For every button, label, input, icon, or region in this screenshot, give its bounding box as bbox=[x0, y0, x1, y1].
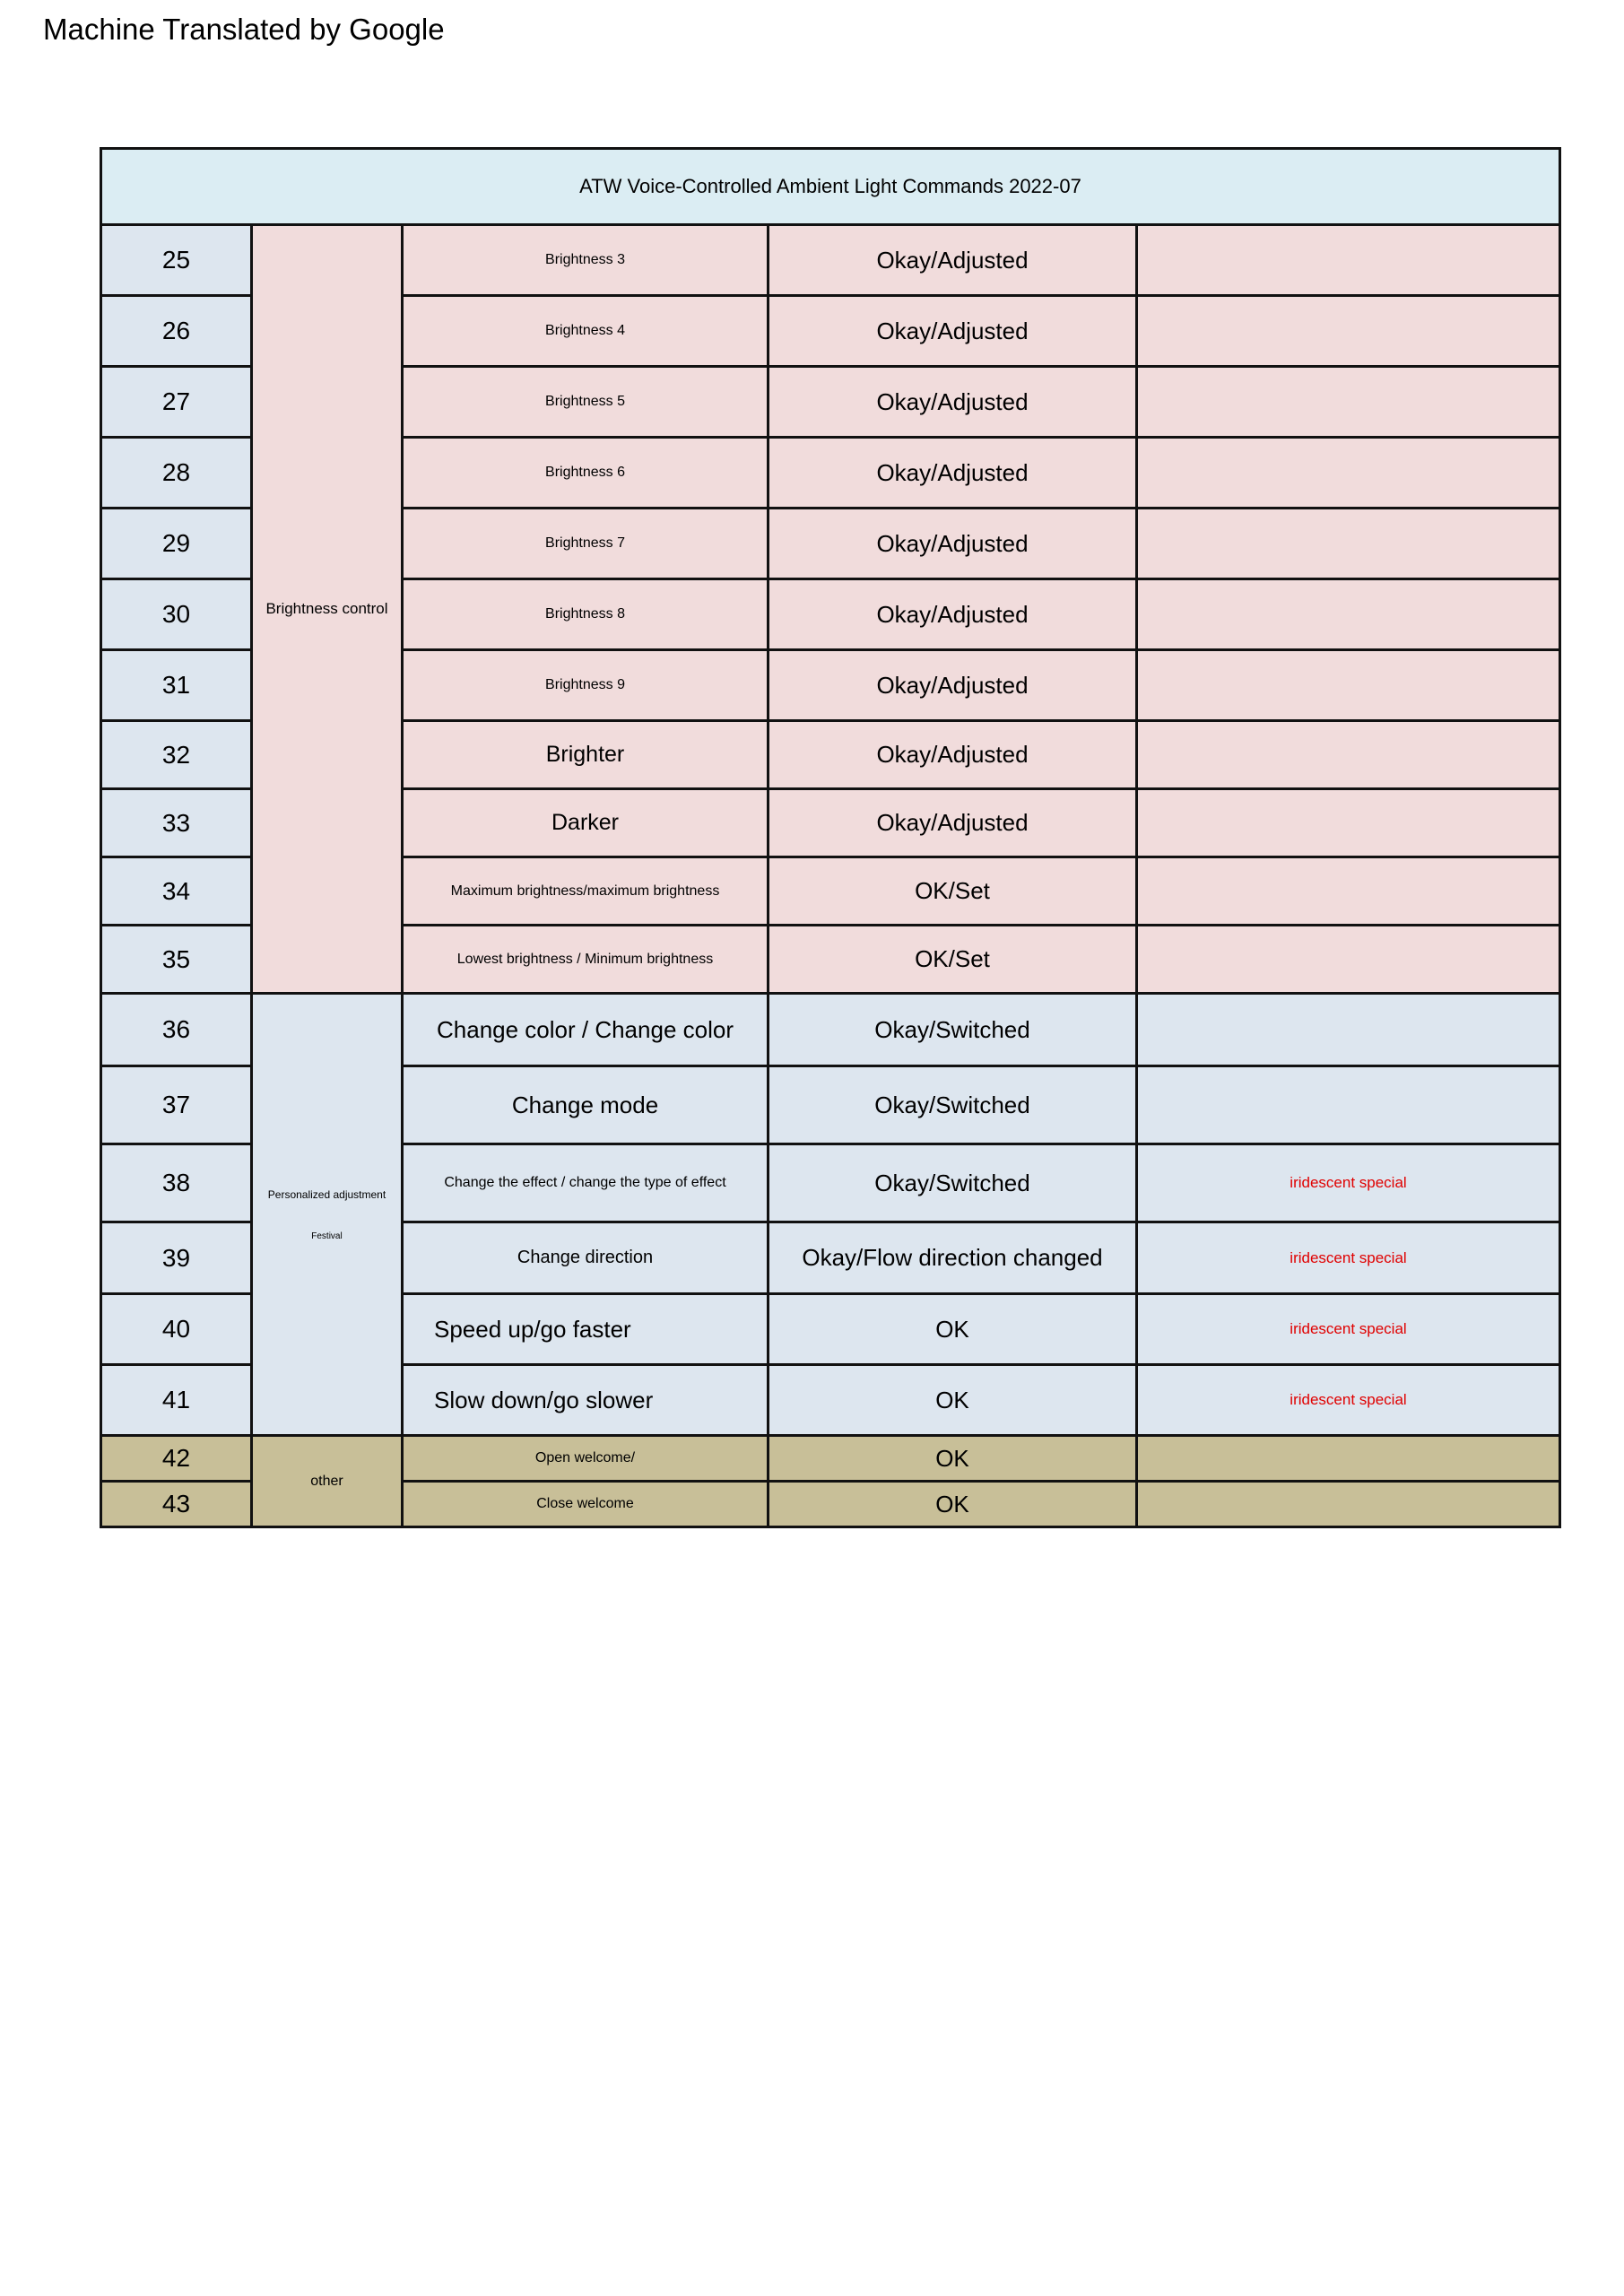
voice-commands-table bbox=[100, 147, 1561, 1528]
row-number: 35 bbox=[101, 926, 252, 994]
command-cell: Maximum brightness/maximum brightness bbox=[403, 857, 769, 926]
response-cell: Okay/Adjusted bbox=[769, 438, 1137, 509]
note-cell bbox=[1137, 579, 1560, 650]
note-cell bbox=[1137, 650, 1560, 721]
row-number: 31 bbox=[101, 650, 252, 721]
table-row bbox=[101, 1436, 1560, 1482]
row-number: 32 bbox=[101, 721, 252, 789]
row-number: 36 bbox=[101, 994, 252, 1066]
note-cell bbox=[1137, 1436, 1560, 1482]
response-cell: Okay/Adjusted bbox=[769, 579, 1137, 650]
response-cell: Okay/Switched bbox=[769, 994, 1137, 1066]
response-cell: Okay/Adjusted bbox=[769, 650, 1137, 721]
command-cell: Darker bbox=[403, 789, 769, 857]
command-cell: Open welcome/ bbox=[403, 1436, 769, 1482]
note-cell: iridescent special bbox=[1137, 1222, 1560, 1294]
note-cell bbox=[1137, 225, 1560, 296]
response-cell: Okay/Adjusted bbox=[769, 721, 1137, 789]
table-row bbox=[101, 994, 1560, 1066]
row-number: 33 bbox=[101, 789, 252, 857]
row-number: 41 bbox=[101, 1365, 252, 1436]
note-cell: iridescent special bbox=[1137, 1144, 1560, 1222]
response-cell: Okay/Adjusted bbox=[769, 225, 1137, 296]
response-cell: Okay/Adjusted bbox=[769, 296, 1137, 367]
translation-header-note: Machine Translated by Google bbox=[43, 13, 445, 46]
response-cell: Okay/Flow direction changed bbox=[769, 1222, 1137, 1294]
row-number: 34 bbox=[101, 857, 252, 926]
response-cell: Okay/Switched bbox=[769, 1066, 1137, 1144]
command-cell: Speed up/go faster bbox=[403, 1294, 769, 1365]
group-brightness-control: Brightness control bbox=[252, 225, 403, 994]
command-cell: Brightness 7 bbox=[403, 509, 769, 579]
response-cell: Okay/Adjusted bbox=[769, 367, 1137, 438]
response-cell: OK bbox=[769, 1365, 1137, 1436]
row-number: 39 bbox=[101, 1222, 252, 1294]
response-cell: OK bbox=[769, 1436, 1137, 1482]
command-cell: Close welcome bbox=[403, 1482, 769, 1527]
note-cell bbox=[1137, 857, 1560, 926]
note-cell bbox=[1137, 367, 1560, 438]
row-number: 28 bbox=[101, 438, 252, 509]
row-number: 43 bbox=[101, 1482, 252, 1527]
note-cell bbox=[1137, 438, 1560, 509]
command-cell: Change the effect / change the type of effect bbox=[403, 1144, 769, 1222]
command-cell: Brightness 6 bbox=[403, 438, 769, 509]
note-cell: iridescent special bbox=[1137, 1365, 1560, 1436]
row-number: 26 bbox=[101, 296, 252, 367]
command-cell: Brightness 3 bbox=[403, 225, 769, 296]
table-title: ATW Voice-Controlled Ambient Light Commands 2022-07 bbox=[101, 149, 1560, 225]
row-number: 30 bbox=[101, 579, 252, 650]
row-number: 29 bbox=[101, 509, 252, 579]
response-cell: OK bbox=[769, 1294, 1137, 1365]
command-cell: Brightness 5 bbox=[403, 367, 769, 438]
command-cell: Change color / Change color bbox=[403, 994, 769, 1066]
row-number: 27 bbox=[101, 367, 252, 438]
note-cell bbox=[1137, 1066, 1560, 1144]
note-cell bbox=[1137, 994, 1560, 1066]
group-label: Personalized adjustment bbox=[267, 1187, 386, 1201]
group-other: other bbox=[252, 1436, 403, 1527]
command-cell: Brightness 8 bbox=[403, 579, 769, 650]
note-cell bbox=[1137, 789, 1560, 857]
note-cell bbox=[1137, 721, 1560, 789]
group-personalized-adjustment bbox=[252, 994, 403, 1436]
command-cell: Brighter bbox=[403, 721, 769, 789]
command-cell: Brightness 4 bbox=[403, 296, 769, 367]
command-cell: Slow down/go slower bbox=[403, 1365, 769, 1436]
response-cell: Okay/Adjusted bbox=[769, 509, 1137, 579]
command-cell: Change mode bbox=[403, 1066, 769, 1144]
row-number: 42 bbox=[101, 1436, 252, 1482]
table-title-row bbox=[101, 149, 1560, 225]
note-cell bbox=[1137, 926, 1560, 994]
response-cell: OK bbox=[769, 1482, 1137, 1527]
note-cell bbox=[1137, 296, 1560, 367]
note-cell bbox=[1137, 1482, 1560, 1527]
command-cell: Change direction bbox=[403, 1222, 769, 1294]
response-cell: Okay/Adjusted bbox=[769, 789, 1137, 857]
response-cell: OK/Set bbox=[769, 926, 1137, 994]
group-sublabel: Festival bbox=[311, 1231, 343, 1241]
command-cell: Brightness 9 bbox=[403, 650, 769, 721]
response-cell: Okay/Switched bbox=[769, 1144, 1137, 1222]
command-cell: Lowest brightness / Minimum brightness bbox=[403, 926, 769, 994]
response-cell: OK/Set bbox=[769, 857, 1137, 926]
row-number: 40 bbox=[101, 1294, 252, 1365]
row-number: 25 bbox=[101, 225, 252, 296]
table-row bbox=[101, 225, 1560, 296]
row-number: 37 bbox=[101, 1066, 252, 1144]
note-cell bbox=[1137, 509, 1560, 579]
note-cell: iridescent special bbox=[1137, 1294, 1560, 1365]
row-number: 38 bbox=[101, 1144, 252, 1222]
